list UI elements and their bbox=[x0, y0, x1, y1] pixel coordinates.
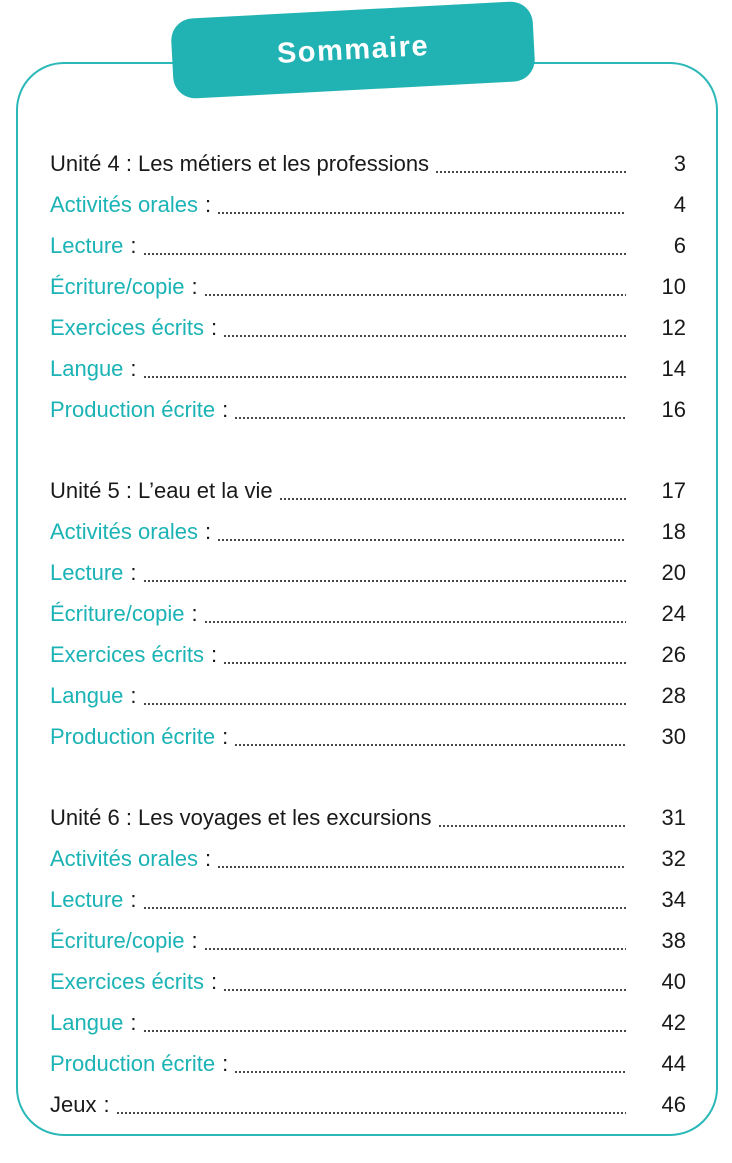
toc-entry-label: Lecture bbox=[50, 887, 124, 912]
toc-entry-page-number: 30 bbox=[661, 724, 686, 749]
dot-leader bbox=[223, 989, 626, 991]
dot-leader bbox=[143, 1030, 626, 1032]
toc-entry[interactable] bbox=[50, 959, 686, 995]
toc-entry-page-number: 24 bbox=[661, 601, 686, 626]
toc-entry-colon: : bbox=[130, 233, 137, 258]
dot-leader bbox=[204, 294, 626, 296]
toc-entry-label: Activités orales bbox=[50, 192, 198, 217]
toc-entry-colon: : bbox=[191, 274, 198, 299]
toc-entry-page-number: 12 bbox=[661, 315, 686, 340]
toc-entry[interactable] bbox=[50, 1082, 686, 1118]
toc-entry-label: Lecture bbox=[50, 233, 124, 258]
toc-entry-colon: : bbox=[222, 397, 229, 422]
toc-entry-page-number: 26 bbox=[661, 642, 686, 667]
dot-leader bbox=[143, 580, 626, 582]
dot-leader bbox=[223, 662, 626, 664]
toc-entry[interactable] bbox=[50, 795, 686, 831]
toc-entry-label: Écriture/copie bbox=[50, 601, 185, 626]
toc-entry-colon: : bbox=[204, 192, 212, 217]
toc-entry-page-number: 40 bbox=[661, 969, 686, 994]
dot-leader bbox=[217, 212, 626, 214]
dot-leader bbox=[234, 417, 626, 419]
dot-leader bbox=[204, 621, 626, 623]
toc-entry-page-number: 28 bbox=[661, 683, 686, 708]
toc-entry[interactable] bbox=[50, 264, 686, 300]
dot-leader bbox=[217, 539, 626, 541]
toc-entry[interactable] bbox=[50, 877, 686, 913]
toc-entry-label: Unité 4 : Les métiers et les professions bbox=[50, 151, 430, 176]
toc-entry[interactable] bbox=[50, 632, 686, 668]
toc-entry-colon: : bbox=[211, 642, 218, 667]
toc-entry-colon: : bbox=[130, 356, 137, 381]
toc-entry[interactable] bbox=[50, 509, 686, 545]
toc-entry[interactable] bbox=[50, 836, 686, 872]
toc-entry-page-number: 20 bbox=[661, 560, 686, 585]
toc-entry-colon: : bbox=[130, 560, 137, 585]
toc-entry[interactable] bbox=[50, 550, 686, 586]
dot-leader bbox=[116, 1112, 626, 1114]
toc-entry-colon: : bbox=[204, 846, 212, 871]
toc-entry[interactable] bbox=[50, 223, 686, 259]
dot-leader bbox=[143, 376, 626, 378]
toc-entry-colon: : bbox=[191, 928, 198, 953]
toc-entry-page-number: 34 bbox=[661, 887, 686, 912]
toc-entry-label: Production écrite bbox=[50, 1051, 216, 1076]
toc-entry-label: Écriture/copie bbox=[50, 928, 185, 953]
toc-entry-label: Unité 5 : L’eau et la vie bbox=[50, 478, 273, 503]
dot-leader bbox=[143, 907, 626, 909]
toc-entry-page-number: 4 bbox=[673, 192, 686, 217]
toc-entry-label: Activités orales bbox=[50, 519, 198, 544]
toc-entry[interactable] bbox=[50, 468, 686, 504]
toc-entry-label: Activités orales bbox=[50, 846, 198, 871]
toc-entry-label: Exercices écrits bbox=[50, 315, 205, 340]
toc-entry-page-number: 6 bbox=[673, 233, 686, 258]
toc-entry[interactable] bbox=[50, 918, 686, 954]
toc-entry-page-number: 44 bbox=[661, 1051, 686, 1076]
toc-entry-page-number: 46 bbox=[661, 1092, 686, 1117]
toc-entry-page-number: 31 bbox=[661, 805, 686, 830]
toc-entry-page-number: 38 bbox=[661, 928, 686, 953]
dot-leader bbox=[143, 253, 626, 255]
toc-entry[interactable] bbox=[50, 591, 686, 627]
toc-entry-label: Lecture bbox=[50, 560, 124, 585]
toc-entry-page-number: 10 bbox=[661, 274, 686, 299]
toc-entry[interactable] bbox=[50, 1041, 686, 1077]
dot-leader bbox=[234, 1071, 626, 1073]
toc-entry-label: Écriture/copie bbox=[50, 274, 185, 299]
toc-entry[interactable] bbox=[50, 1000, 686, 1036]
dot-leader bbox=[279, 498, 626, 500]
toc-entry-page-number: 16 bbox=[661, 397, 686, 422]
toc-entry[interactable] bbox=[50, 673, 686, 709]
toc-entry-label: Jeux bbox=[50, 1092, 97, 1117]
toc-entry-label: Langue bbox=[50, 356, 124, 381]
toc-entry[interactable] bbox=[50, 141, 686, 177]
toc-entry-label: Production écrite bbox=[50, 397, 216, 422]
dot-leader bbox=[143, 703, 626, 705]
dot-leader bbox=[234, 744, 626, 746]
toc-entry[interactable] bbox=[50, 346, 686, 382]
toc-entry-colon: : bbox=[130, 887, 137, 912]
page-title: Sommaire bbox=[276, 29, 430, 70]
toc-entry-label: Exercices écrits bbox=[50, 969, 205, 994]
toc-entry-label: Langue bbox=[50, 683, 124, 708]
toc-entry-colon: : bbox=[130, 1010, 137, 1035]
toc-entry-colon: : bbox=[191, 601, 198, 626]
toc-entry-colon: : bbox=[103, 1092, 110, 1117]
dot-leader bbox=[204, 948, 626, 950]
toc-entry-page-number: 32 bbox=[661, 846, 686, 871]
toc-entry-colon: : bbox=[211, 969, 218, 994]
dot-leader bbox=[223, 335, 626, 337]
toc-entry[interactable] bbox=[50, 182, 686, 218]
toc-entry-page-number: 14 bbox=[661, 356, 686, 381]
toc-entry-colon: : bbox=[130, 683, 137, 708]
toc-entry[interactable] bbox=[50, 305, 686, 341]
toc-entry-page-number: 18 bbox=[661, 519, 686, 544]
toc-entry-colon: : bbox=[222, 724, 229, 749]
toc-entry[interactable] bbox=[50, 387, 686, 423]
toc-entry-label: Production écrite bbox=[50, 724, 216, 749]
toc-entry-page-number: 17 bbox=[661, 478, 686, 503]
toc-entry-label: Langue bbox=[50, 1010, 124, 1035]
toc-entry-colon: : bbox=[211, 315, 218, 340]
toc-entry-label: Unité 6 : Les voyages et les excursions bbox=[50, 805, 432, 830]
toc-entry-colon: : bbox=[222, 1051, 229, 1076]
toc-entry-colon: : bbox=[204, 519, 212, 544]
toc-entry[interactable] bbox=[50, 714, 686, 750]
toc-entry-label: Exercices écrits bbox=[50, 642, 205, 667]
dot-leader bbox=[438, 825, 626, 827]
dot-leader bbox=[217, 866, 626, 868]
dot-leader bbox=[435, 171, 626, 173]
toc-entry-page-number: 3 bbox=[673, 151, 686, 176]
toc-entry-page-number: 42 bbox=[661, 1010, 686, 1035]
